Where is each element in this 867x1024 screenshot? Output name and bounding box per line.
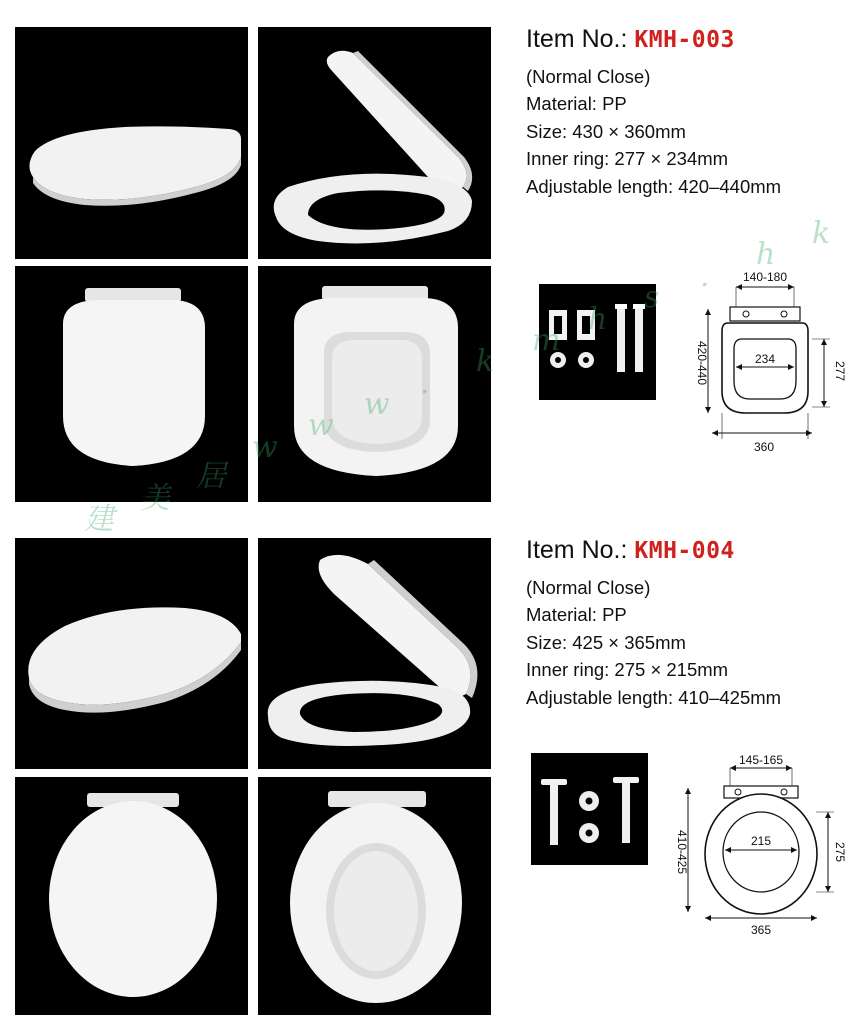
spec-adjustable-length: Adjustable length: 410–425mm — [526, 686, 782, 708]
hinge-span-label: 145-165 — [738, 753, 784, 767]
kmh003-hardware-kit — [539, 284, 656, 400]
spec-material: Material: PP — [526, 604, 627, 626]
kmh003-photo-open-side — [258, 27, 491, 259]
inner-length-label: 275 — [833, 841, 847, 863]
outer-length-label: 420-440 — [695, 340, 709, 386]
watermark-char: k — [812, 216, 831, 251]
spec-inner-ring: Inner ring: 277 × 234mm — [526, 148, 729, 170]
kmh004-photo-open-side — [258, 538, 491, 769]
spec-material: Material: PP — [526, 93, 627, 115]
kmh003-photo-closed-side — [15, 27, 248, 259]
outer-width-label: 365 — [750, 923, 772, 937]
watermark-char: . — [700, 258, 710, 294]
kmh004-photo-closed-side — [15, 538, 248, 769]
kmh004-spec-block — [526, 535, 781, 711]
item-title — [526, 24, 781, 55]
outer-width-label: 360 — [753, 440, 775, 454]
watermark-char: 建 — [84, 502, 114, 537]
item-code: KMH-004 — [634, 538, 735, 564]
watermark-char: h — [756, 237, 776, 273]
hinge-span-label: 140-180 — [742, 270, 788, 284]
item-label: Item No.: — [526, 536, 628, 564]
kmh003-photo-bottom — [258, 266, 491, 502]
watermark-char: 居 — [196, 459, 226, 495]
watermark-char: w — [252, 429, 278, 465]
watermark-char: s — [644, 280, 660, 316]
outer-length-label: 410-425 — [675, 829, 689, 875]
kmh004-dimension-diagram — [670, 752, 847, 944]
kmh003-photo-top — [15, 266, 248, 502]
watermark-char: k — [476, 344, 495, 380]
spec-close-type: (Normal Close) — [526, 66, 651, 87]
inner-length-label: 277 — [833, 360, 847, 382]
watermark-char: w — [364, 387, 390, 423]
spec-close-type: (Normal Close) — [526, 577, 651, 598]
watermark-char: h — [588, 301, 608, 337]
watermark-char: 美 — [140, 480, 170, 516]
spec-size: Size: 430 × 360mm — [526, 120, 686, 142]
item-code: KMH-003 — [634, 27, 735, 53]
watermark-char: w — [308, 408, 334, 444]
spec-size: Size: 425 × 365mm — [526, 631, 686, 653]
inner-width-label: 215 — [750, 834, 772, 848]
spec-adjustable-length: Adjustable length: 420–440mm — [526, 175, 782, 197]
item-title — [526, 535, 781, 566]
item-label: Item No.: — [526, 25, 628, 53]
watermark-char: . — [420, 365, 430, 401]
kmh003-dimension-diagram — [684, 263, 847, 463]
kmh004-photo-top — [15, 777, 248, 1015]
spec-inner-ring: Inner ring: 275 × 215mm — [526, 659, 729, 681]
kmh004-hardware-kit — [531, 753, 648, 865]
watermark-char: m — [532, 322, 561, 358]
inner-width-label: 234 — [754, 352, 776, 366]
kmh004-photo-bottom — [258, 777, 491, 1015]
kmh003-spec-block — [526, 24, 781, 200]
